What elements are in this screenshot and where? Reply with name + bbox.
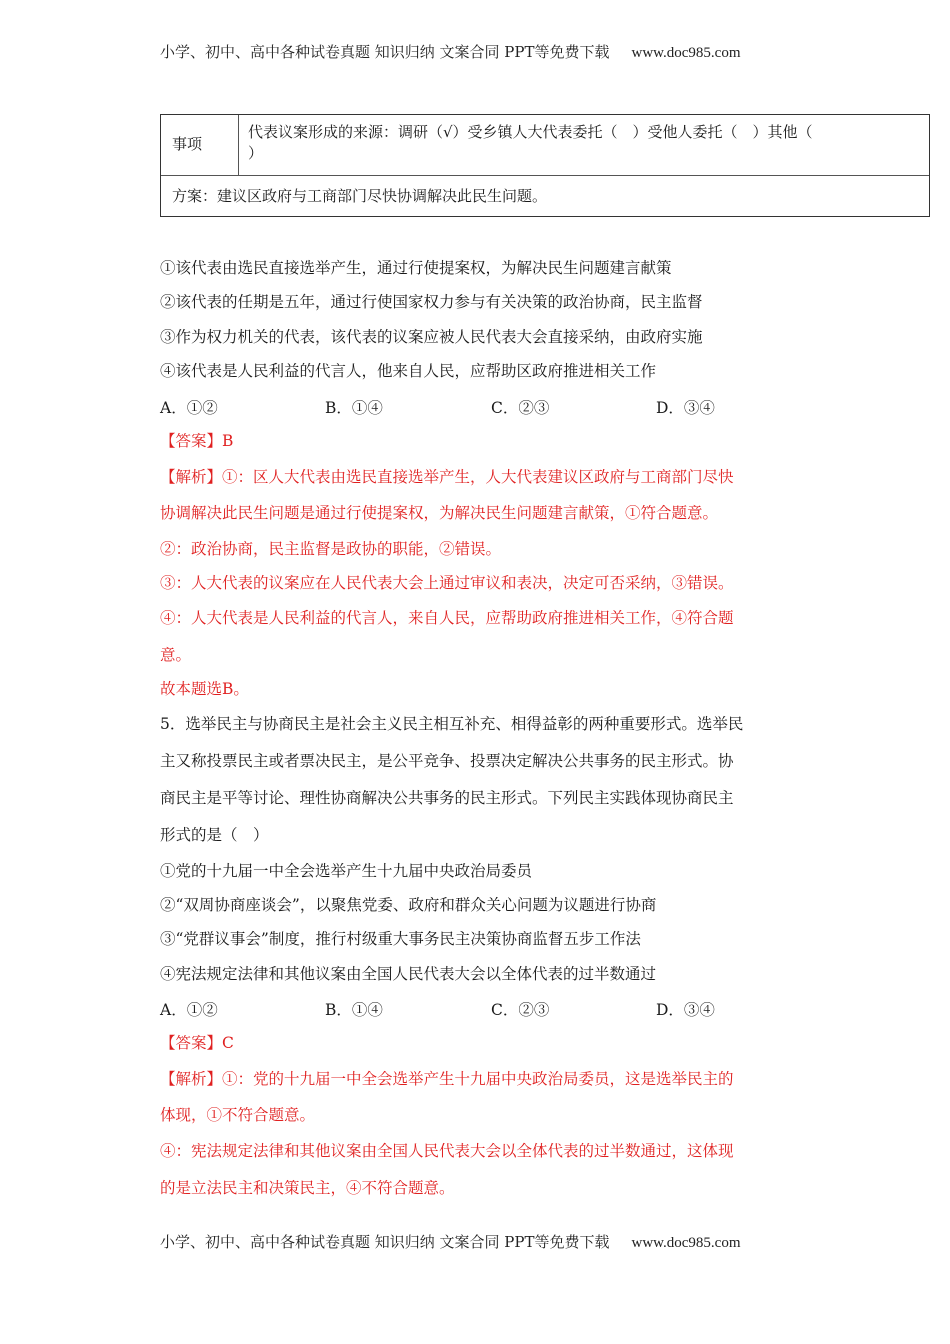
page-header bbox=[160, 41, 741, 62]
table-source-cell bbox=[248, 122, 918, 164]
q4-statement-1: ①该代表由选民直接选举产生，通过行使提案权，为解决民生问题建言献策 bbox=[160, 259, 672, 277]
header-text: 小学、初中、高中各种试卷真题 知识归纳 文案合同 PPT等免费下载 bbox=[160, 43, 610, 61]
q4-option-d: D．③④ bbox=[656, 399, 715, 417]
q4-option-c: C．②③ bbox=[491, 399, 550, 417]
q5-analysis-line-4: 的是立法民主和决策民主，④不符合题意。 bbox=[160, 1179, 455, 1197]
table-column-divider bbox=[238, 115, 239, 175]
q5-statement-1: ①党的十九届一中全会选举产生十九届中央政治局委员 bbox=[160, 862, 533, 880]
q5-statement-4: ④宪法规定法律和其他议案由全国人民代表大会以全体代表的过半数通过 bbox=[160, 965, 657, 983]
q4-statement-2: ②该代表的任期是五年，通过行使国家权力参与有关决策的政治协商，民主监督 bbox=[160, 293, 703, 311]
q4-option-a: A．①② bbox=[160, 399, 218, 417]
proposal-table bbox=[160, 114, 930, 217]
q4-analysis-line-1: 【解析】①：区人大代表由选民直接选举产生，人大代表建议区政府与工商部门尽快 bbox=[160, 468, 734, 486]
q4-conclusion: 故本题选B。 bbox=[160, 680, 249, 698]
q4-analysis-line-6: 意。 bbox=[160, 646, 192, 664]
q4-analysis-line-4: ③：人大代表的议案应在人民代表大会上通过审议和表决，决定可否采纳，③错误。 bbox=[160, 574, 734, 592]
q4-analysis-line-3: ②：政治协商，民主监督是政协的职能，②错误。 bbox=[160, 540, 502, 558]
q4-statement-4: ④该代表是人民利益的代言人，他来自人民，应帮助区政府推进相关工作 bbox=[160, 362, 657, 380]
q5-option-b: B．①④ bbox=[325, 1001, 383, 1019]
footer-url[interactable]: www.doc985.com bbox=[631, 1235, 741, 1251]
q5-answer: 【答案】C bbox=[160, 1034, 234, 1052]
q4-analysis-line-2: 协调解决此民生问题是通过行使提案权，为解决民生问题建言献策，①符合题意。 bbox=[160, 504, 719, 522]
table-source-line-2: ） bbox=[248, 144, 264, 162]
q5-stem-line-4: 形式的是（ ） bbox=[160, 826, 269, 844]
q5-analysis-line-1: 【解析】①：党的十九届一中全会选举产生十九届中央政治局委员，这是选举民主的 bbox=[160, 1070, 734, 1088]
q5-option-c: C．②③ bbox=[491, 1001, 550, 1019]
page-footer bbox=[160, 1231, 741, 1252]
q5-analysis-line-2: 体现，①不符合题意。 bbox=[160, 1106, 316, 1124]
q5-analysis-line-3: ④：宪法规定法律和其他议案由全国人民代表大会以全体代表的过半数通过，这体现 bbox=[160, 1142, 734, 1160]
q5-stem-line-2: 主又称投票民主或者票决民主，是公平竞争、投票决定解决公共事务的民主形式。协 bbox=[160, 752, 734, 770]
q5-stem-line-1: 5．选举民主与协商民主是社会主义民主相互补充、相得益彰的两种重要形式。选举民 bbox=[160, 715, 744, 733]
q4-answer: 【答案】B bbox=[160, 432, 234, 450]
q5-option-d: D．③④ bbox=[656, 1001, 715, 1019]
table-source-line-1: 代表议案形成的来源：调研（√）受乡镇人大代表委托（ ）受他人委托（ ）其他（ bbox=[248, 123, 813, 141]
q5-statement-2: ②“双周协商座谈会”，以聚焦党委、政府和群众关心问题为议题进行协商 bbox=[160, 896, 657, 914]
table-item-label: 事项 bbox=[172, 135, 203, 153]
q4-statement-3: ③作为权力机关的代表，该代表的议案应被人民代表大会直接采纳，由政府实施 bbox=[160, 328, 703, 346]
footer-text: 小学、初中、高中各种试卷真题 知识归纳 文案合同 PPT等免费下载 bbox=[160, 1233, 610, 1251]
q4-analysis-line-5: ④：人大代表是人民利益的代言人，来自人民，应帮助政府推进相关工作，④符合题 bbox=[160, 609, 734, 627]
q5-option-a: A．①② bbox=[160, 1001, 218, 1019]
q5-stem-line-3: 商民主是平等讨论、理性协商解决公共事务的民主形式。下列民主实践体现协商民主 bbox=[160, 789, 734, 807]
table-plan-cell: 方案：建议区政府与工商部门尽快协调解决此民生问题。 bbox=[172, 187, 548, 205]
q5-statement-3: ③“党群议事会”制度，推行村级重大事务民主决策协商监督五步工作法 bbox=[160, 930, 641, 948]
q4-option-b: B．①④ bbox=[325, 399, 383, 417]
header-url[interactable]: www.doc985.com bbox=[631, 45, 741, 61]
